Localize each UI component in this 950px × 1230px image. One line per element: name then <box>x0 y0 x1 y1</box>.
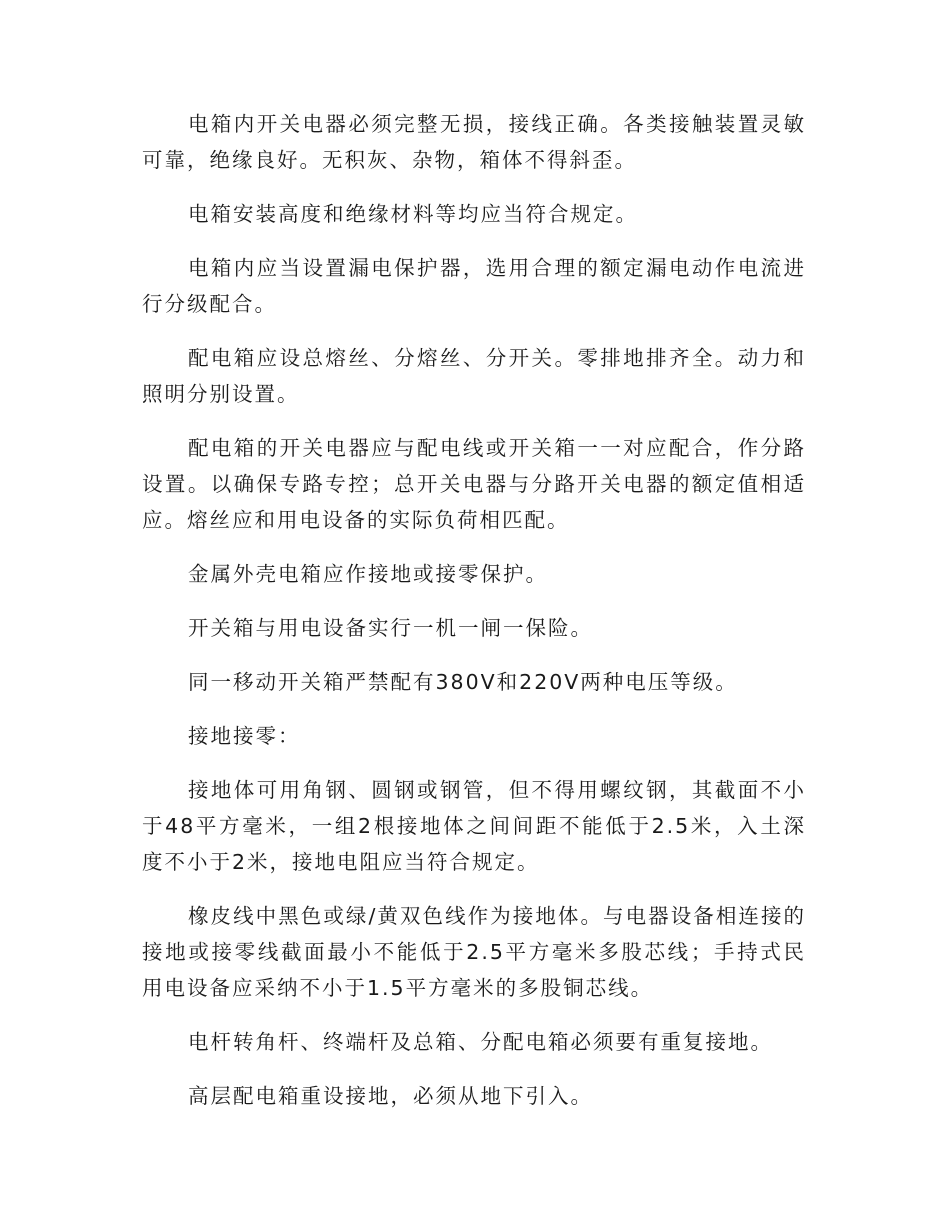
paragraph-ground-electrode: 接地体可用角钢、圆钢或钢管，但不得用螺纹钢，其截面不小于48平方毫米，一组2根接地体之间间距不能低于2.5米，入土深度不小于2米，接地电阻应当符合规定。 <box>142 778 806 874</box>
paragraph-metal-shell-grounding: 金属外壳电箱应作接地或接零保护。 <box>188 562 548 586</box>
paragraph-ground-wire: 橡皮线中黑色或绿/黄双色线作为接地体。与电器设备相连接的接地或接零线截面最小不能低于2.5平方毫米多股芯线；手持式民用电设备应采纳不小于1.5平方毫米的多股铜芯线。 <box>142 904 806 1000</box>
paragraph-electrical-box-switches: 电箱内开关电器必须完整无损，接线正确。各类接触装置灵敏可靠，绝缘良好。无积灰、杂物，箱体不得斜歪。 <box>142 112 806 172</box>
paragraph-voltage-levels: 同一移动开关箱严禁配有380V和220V两种电压等级。 <box>188 670 738 694</box>
section-heading-grounding: 接地接零： <box>188 724 301 748</box>
paragraph-leakage-protector: 电箱内应当设置漏电保护器，选用合理的额定漏电动作电流进行分级配合。 <box>142 256 806 316</box>
paragraph-one-machine-one-switch: 开关箱与用电设备实行一机一闸一保险。 <box>188 616 593 640</box>
paragraph-install-height: 电箱安装高度和绝缘材料等均应当符合规定。 <box>188 202 638 226</box>
paragraph-fuses-and-switches: 配电箱应设总熔丝、分熔丝、分开关。零排地排齐全。动力和照明分别设置。 <box>142 346 806 406</box>
paragraph-repeat-grounding: 电杆转角杆、终端杆及总箱、分配电箱必须要有重复接地。 <box>188 1030 773 1054</box>
paragraph-branch-circuit-setup: 配电箱的开关电器应与配电线或开关箱一一对应配合，作分路设置。以确保专路专控；总开关电器与分路开关电器的额定值相适应。熔丝应和用电设备的实际负荷相匹配。 <box>142 436 806 532</box>
document-body <box>142 106 806 1132</box>
paragraph-high-rise-grounding: 高层配电箱重设接地，必须从地下引入。 <box>188 1084 593 1108</box>
